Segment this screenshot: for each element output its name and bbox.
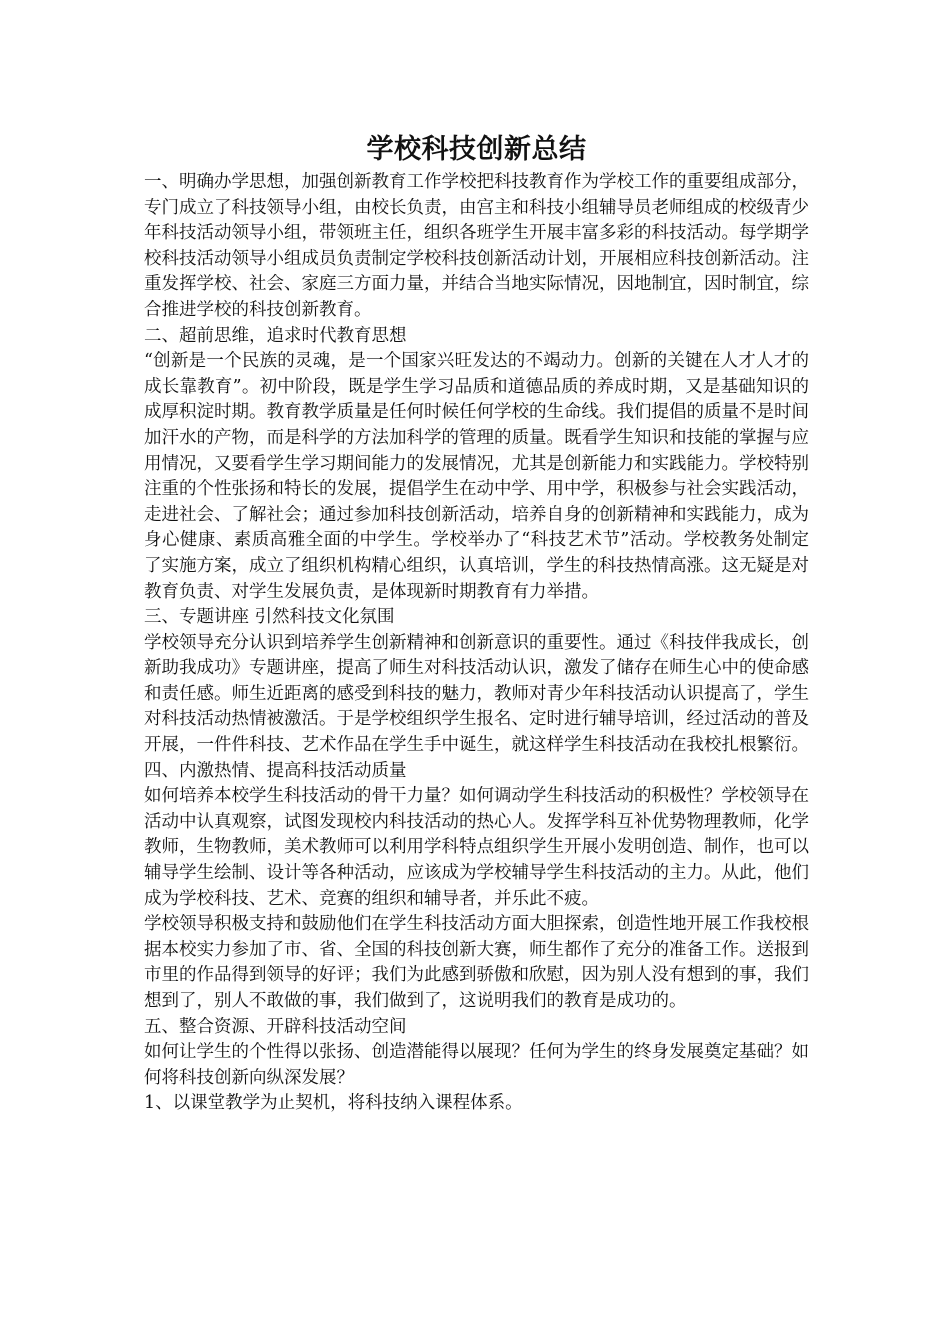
- document-page: [144, 130, 809, 1117]
- document-title: 学校科技创新总结: [366, 134, 587, 165]
- section-heading-2: 二、超前思维，追求时代教育思想: [144, 325, 407, 346]
- paragraph-section-2: “创新是一个民族的灵魂，是一个国家兴旺发达的不竭动力。创新的关键在人才人才的成长靠教育”。初中阶段，既是学生学习品质和道德品质的养成时期，又是基础知识的成厚积淀时期。教育教学质量是任何时候任何学校的生命线。我们提倡的质量不是时间加汗水的产物，而是科学的方法加科学的管理的质量。既看学生知识和技能的掌握与应用情况，又要看学生学习期间能力的发展情况，尤其是创新能力和实践能力。学校特别注重的个性张扬和特长的发展，提倡学生在动中学、用中学，积极参与社会实践活动，走进社会、了解社会；通过参加科技创新活动，培养自身的创新精神和实践能力，成为身心健康、素质高雅全面的中学生。学校举办了“科技艺术节”活动。学校教务处制定了实施方案，成立了组织机构精心组织，认真培训，学生的科技热情高涨。这无疑是对教育负责、对学生发展负责，是体现新时期教育有力举措。: [144, 351, 809, 602]
- subsection-heading-5-1: 1、以课堂教学为止契机，将科技纳入课程体系。: [144, 1093, 523, 1114]
- section-heading-3: 三、专题讲座 引然科技文化氛围: [144, 607, 395, 628]
- section-heading-5: 五、整合资源、开辟科技活动空间: [144, 1016, 407, 1037]
- paragraph-section-4a: 如何培养本校学生科技活动的骨干力量？如何调动学生科技活动的积极性？学校领导在活动中认真观察，试图发现校内科技活动的热心人。发挥学科互补优势物理教师，化学教师，生物教师，美术教师可以利用学科特点组织学生开展小发明创造、制作，也可以辅导学生绘制、设计等各种活动，应该成为学校辅导学生科技活动的主力。从此，他们成为学校科技、艺术、竞赛的组织和辅导者，并乐此不疲。: [144, 786, 809, 909]
- paragraph-section-4b: 学校领导积极支持和鼓励他们在学生科技活动方面大胆探索，创造性地开展工作我校根据本校实力参加了市、省、全国的科技创新大赛，师生都作了充分的准备工作。送报到市里的作品得到领导的好评；我们为此感到骄傲和欣慰，因为别人没有想到的事，我们想到了，别人不敢做的事，我们做到了，这说明我们的教育是成功的。: [144, 914, 809, 1011]
- section-heading-4: 四、内激热情、提高科技活动质量: [144, 760, 407, 781]
- paragraph-section-1: 一、明确办学思想，加强创新教育工作学校把科技教育作为学校工作的重要组成部分，专门成立了科技领导小组，由校长负责，由宫主和科技小组辅导员老师组成的校级青少年科技活动领导小组，带领班主任，组织各班学生开展丰富多彩的科技活动。每学期学校科技活动领导小组成员负责制定学校科技创新活动计划，开展相应科技创新活动。注重发挥学校、社会、家庭三方面力量，并结合当地实际情况，因地制宜，因时制宜，综合推进学校的科技创新教育。: [144, 172, 809, 320]
- paragraph-section-3: 学校领导充分认识到培养学生创新精神和创新意识的重要性。通过《科技伴我成长，创新助我成功》专题讲座，提高了师生对科技活动认识，激发了储存在师生心中的使命感和责任感。师生近距离的感受到科技的魅力，教师对青少年科技活动认识提高了，学生对科技活动热情被激活。于是学校组织学生报名、定时进行辅导培训，经过活动的普及开展，一件件科技、艺术作品在学生手中诞生，就这样学生科技活动在我校扎根繁衍。: [144, 632, 809, 756]
- paragraph-section-5: 如何让学生的个性得以张扬、创造潜能得以展现？任何为学生的终身发展奠定基础？如何将科技创新向纵深发展？: [144, 1042, 809, 1088]
